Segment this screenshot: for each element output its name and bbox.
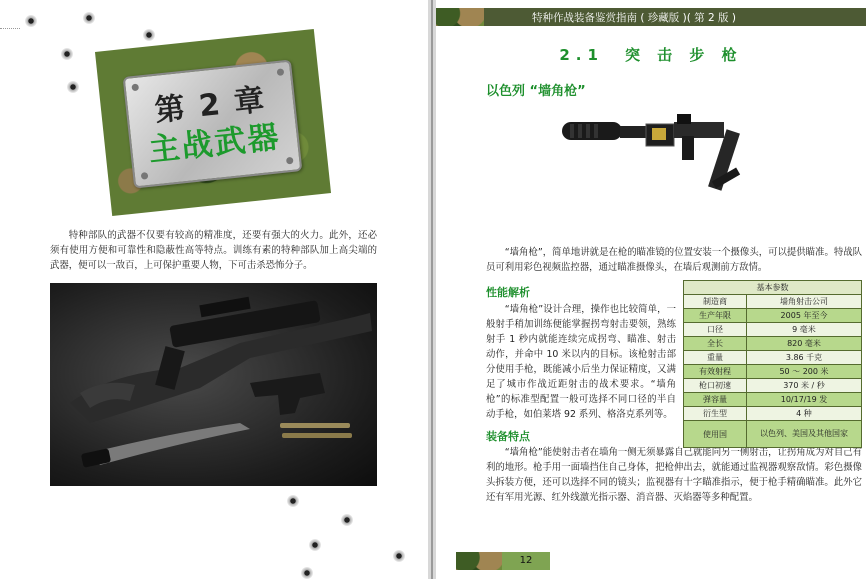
weapons-illustration [50, 283, 377, 486]
equipment-heading: 装备特点 [486, 430, 530, 443]
spec-value: 墙角射击公司 [747, 295, 862, 309]
spec-label: 全长 [684, 337, 747, 351]
left-page [0, 0, 428, 579]
bullet-hole-icon [340, 513, 354, 527]
spec-row [684, 351, 862, 365]
running-header: 特种作战装备鉴赏指南 ( 珍藏版 )( 第 2 版 ) [532, 12, 736, 24]
spec-label: 重量 [684, 351, 747, 365]
spec-row [684, 379, 862, 393]
bullet-hole-icon [142, 28, 156, 42]
weapon-title: 以色列 “墙角枪” [486, 84, 586, 99]
spec-label: 使用国 [684, 421, 747, 448]
weapons-photo [50, 283, 377, 486]
spec-label: 枪口初速 [684, 379, 747, 393]
dotted-line [0, 28, 20, 29]
chapter-number: 第 2 章 [153, 82, 268, 129]
equipment-text [486, 445, 862, 505]
spec-value: 370 米 / 秒 [747, 379, 862, 393]
spec-row [684, 295, 862, 309]
spec-label: 有效射程 [684, 365, 747, 379]
section-title: 2.1 突 击 步 枪 [559, 46, 743, 64]
header-camo [436, 8, 484, 26]
equipment-text-content: “墙角枪”能使射击者在墙角一侧无须暴露自己就能向另一侧射击，让拐角成为对自己有利的地形。枪手用一面墙挡住自己身体，把枪伸出去，就能通过监视器观察敌情。彩色摄像头拆装方便，还可以选择不同的镜头；监视器有十字瞄准指示，便于枪手精确瞄准。此外它还有军用光源、红外线激光指示器、消音器、灭焰器等多种配置。 [486, 447, 862, 503]
performance-heading: 性能解析 [486, 286, 530, 299]
spec-row [684, 365, 862, 379]
weapon-intro-text: “墙角枪”，简单地讲就是在枪的瞄准镜的位置安装一个摄像头，可以提供瞄准。特战队员可利用彩色视频监控器，通过瞄准摄像头，在墙后观测前方敌情。 [486, 247, 862, 273]
bullet-hole-icon [66, 80, 80, 94]
spec-value: 2005 年至今 [747, 309, 862, 323]
right-page [436, 0, 866, 579]
bullet-hole-icon [300, 566, 314, 579]
spec-label: 弹容量 [684, 393, 747, 407]
spec-row [684, 421, 862, 448]
bullet-hole-icon [24, 14, 38, 28]
chapter-title: 主战武器 [147, 119, 283, 169]
spec-value: 以色列、美国及其他国家 [747, 421, 862, 448]
bullet-hole-icon [82, 11, 96, 25]
spec-value: 9 毫米 [747, 323, 862, 337]
spec-value: 3.86 千克 [747, 351, 862, 365]
chapter-intro-text: 特种部队的武器不仅要有较高的精准度，还要有强大的火力。此外，还必须有使用方便和可靠性和隐蔽性高等特点。训练有素的特种部队加上高尖端的武器，便可以一敌百，上可保护重要人物，下可击杀恐怖分子。 [50, 230, 377, 271]
spec-value: 50 ～ 200 米 [747, 365, 862, 379]
spec-label: 口径 [684, 323, 747, 337]
spec-label: 生产年限 [684, 309, 747, 323]
book-gutter [428, 0, 436, 579]
footer-camo [456, 552, 502, 570]
spec-value: 4 种 [747, 407, 862, 421]
bullet-hole-icon [392, 549, 406, 563]
spec-row [684, 393, 862, 407]
spec-label: 衍生型 [684, 407, 747, 421]
page-number: 12 [502, 552, 550, 570]
spec-row [684, 337, 862, 351]
bullet-hole-icon [308, 538, 322, 552]
bullet-hole-icon [60, 47, 74, 61]
spec-value: 820 毫米 [747, 337, 862, 351]
spec-row [684, 323, 862, 337]
chapter-plate [123, 59, 303, 188]
spec-table-title: 基本参数 [684, 281, 862, 295]
performance-text: “墙角枪”设计合理，操作也比较简单，一般射手稍加训练便能掌握拐弯射击要领，熟练射手 1 秒内就能连续完成拐弯、瞄准、射击动作，并命中 10 米以内的目标。该枪射击部分使用手枪，既能减小后坐力保证精度，又满足了城市作战近距射击的战术要求。“墙角枪”的标准型配置一般可选择不同口径的半自动手枪，如伯莱塔 92 系列、格洛克系列等。 [486, 304, 676, 420]
spec-row [684, 407, 862, 421]
corner-shot-gun-image [562, 112, 747, 212]
spec-table [683, 280, 862, 448]
bullet-hole-icon [286, 494, 300, 508]
spec-label: 制造商 [684, 295, 747, 309]
spec-value: 10/17/19 发 [747, 393, 862, 407]
spec-row [684, 309, 862, 323]
